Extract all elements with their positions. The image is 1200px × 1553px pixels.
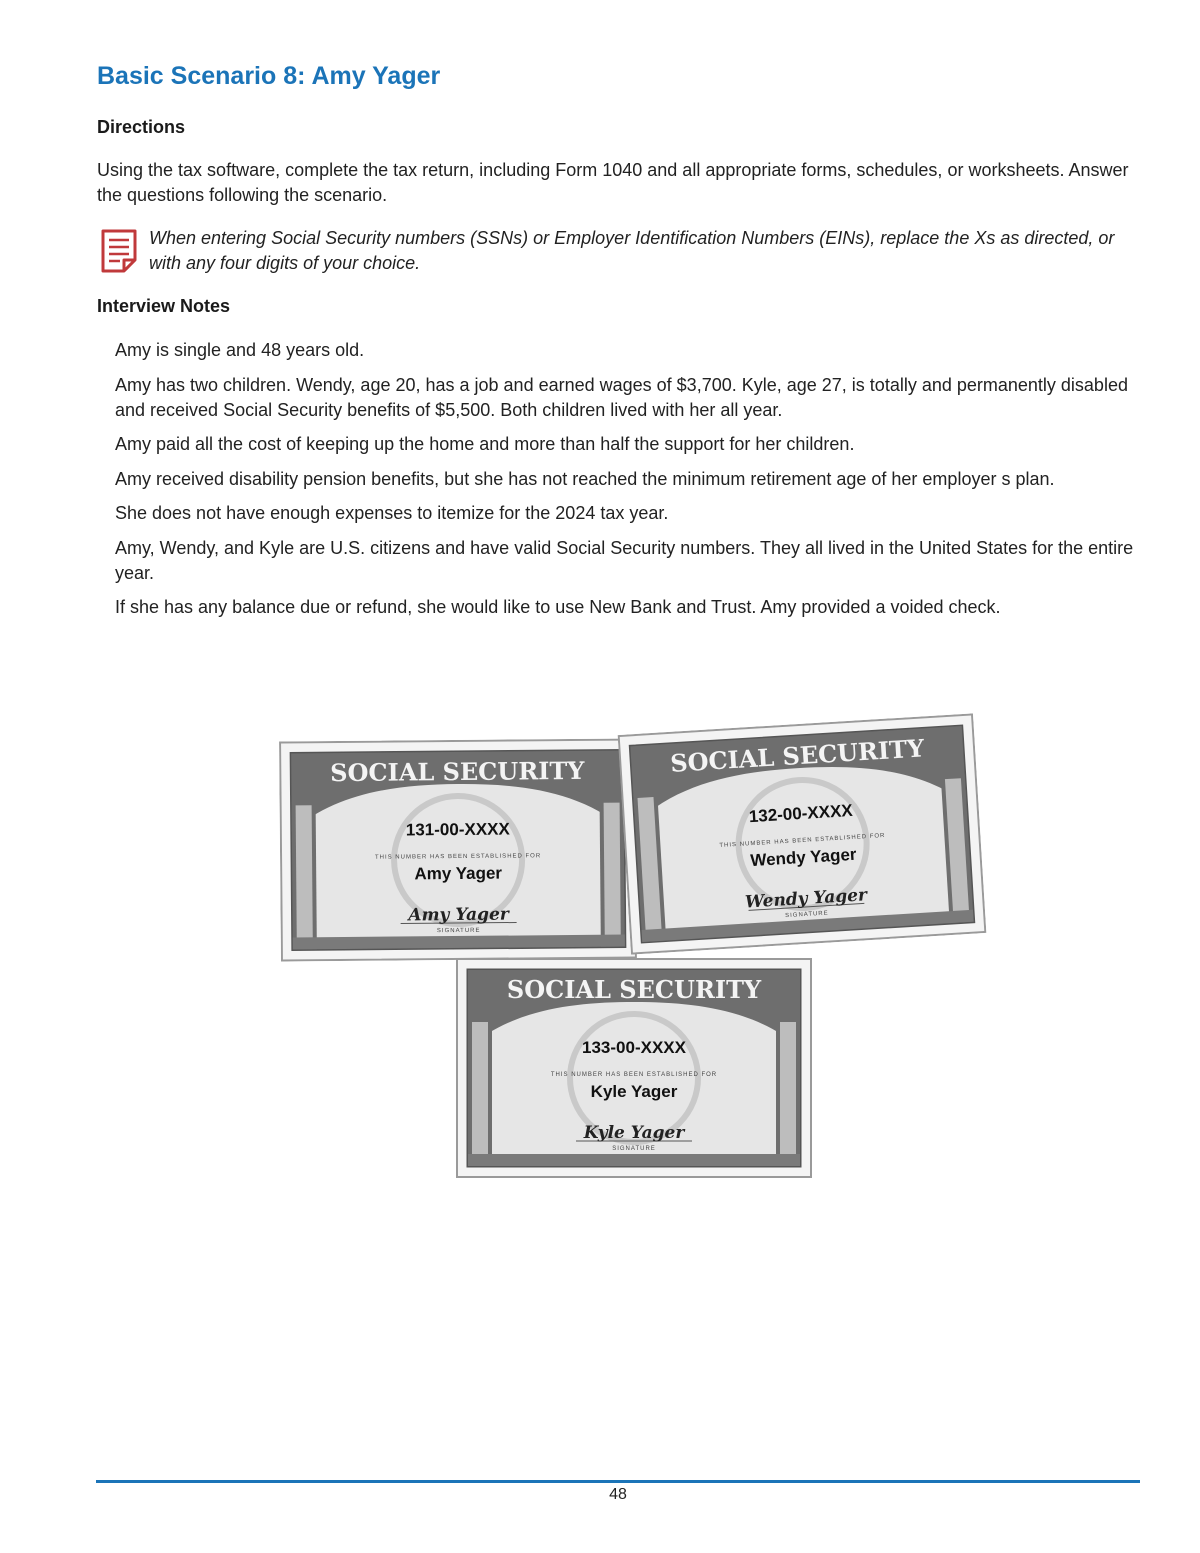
card-header-text: SOCIAL SECURITY [330, 755, 585, 788]
directions-heading: Directions [97, 117, 186, 137]
ssn-number: 132-00-XXXX [748, 800, 854, 827]
note-text: When entering Social Security numbers (SSNs) or Employer Identification Numbers (EINs), replace the Xs as directed, or with any four digits of your choice. [149, 228, 1115, 273]
card-holder-name: Kyle Yager [590, 1082, 678, 1101]
note-callout [97, 226, 1147, 282]
card-holder-name: Amy Yager [414, 863, 503, 884]
card-header-text: SOCIAL SECURITY [669, 733, 925, 778]
signature-label: SIGNATURE [785, 910, 829, 920]
list-item: Amy received disability pension benefits, but she has not reached the minimum retirement age of her employer s plan. [115, 468, 1055, 489]
card-caption: THIS NUMBER HAS BEEN ESTABLISHED FOR [550, 1072, 718, 1078]
note-icon [99, 228, 141, 274]
list-item: If she has any balance due or refund, she would like to use New Bank and Trust. Amy provided a voided check. [115, 597, 1001, 617]
ss-card-amy [279, 738, 637, 961]
page-title: Basic Scenario 8: Amy Yager [97, 62, 441, 90]
list-item: Amy paid all the cost of keeping up the home and more than half the support for her children. [115, 434, 855, 454]
card-content [456, 958, 812, 1178]
card-signature: Amy Yager [408, 904, 509, 926]
signature-label: SIGNATURE [436, 927, 481, 935]
card-holder-name: Wendy Yager [749, 844, 857, 871]
signature-label: SIGNATURE [612, 1146, 656, 1152]
card-caption: THIS NUMBER HAS BEEN ESTABLISHED FOR [374, 853, 542, 861]
ss-card-wendy [618, 713, 987, 954]
directions-text: Using the tax software, complete the tax return, including Form 1040 and all appropriate forms, schedules, or worksheets. Answer the questions following the scenario. [97, 160, 1129, 205]
interview-notes-heading: Interview Notes [97, 296, 231, 316]
card-content [279, 738, 637, 961]
page-number: 48 [609, 1486, 627, 1503]
footer-rule [96, 1480, 1140, 1483]
card-content [618, 713, 987, 954]
ssn-number: 133-00-XXXX [582, 1038, 686, 1057]
card-caption: THIS NUMBER HAS BEEN ESTABLISHED FOR [719, 832, 886, 850]
ss-card-kyle [456, 958, 812, 1178]
list-item: She does not have enough expenses to itemize for the 2024 tax year. [115, 503, 669, 523]
ssn-number: 131-00-XXXX [405, 819, 510, 840]
social-security-cards-image [276, 692, 982, 1208]
card-signature: Wendy Yager [744, 885, 868, 913]
list-item: Amy is single and 48 years old. [115, 340, 365, 360]
list-item: Amy, Wendy, and Kyle are U.S. citizens and have valid Social Security numbers. They all lived in the United States for the entire year. [115, 537, 1134, 583]
card-signature: Kyle Yager [583, 1123, 685, 1143]
list-item: Amy has two children. Wendy, age 20, has a job and earned wages of $3,700. Kyle, age 27, is totally and permanently disabled and received Social Security benefits of $5,500. Both children lived with her all year. [115, 374, 1128, 420]
card-header-text: SOCIAL SECURITY [506, 975, 762, 1004]
interview-notes-list [115, 338, 1145, 630]
